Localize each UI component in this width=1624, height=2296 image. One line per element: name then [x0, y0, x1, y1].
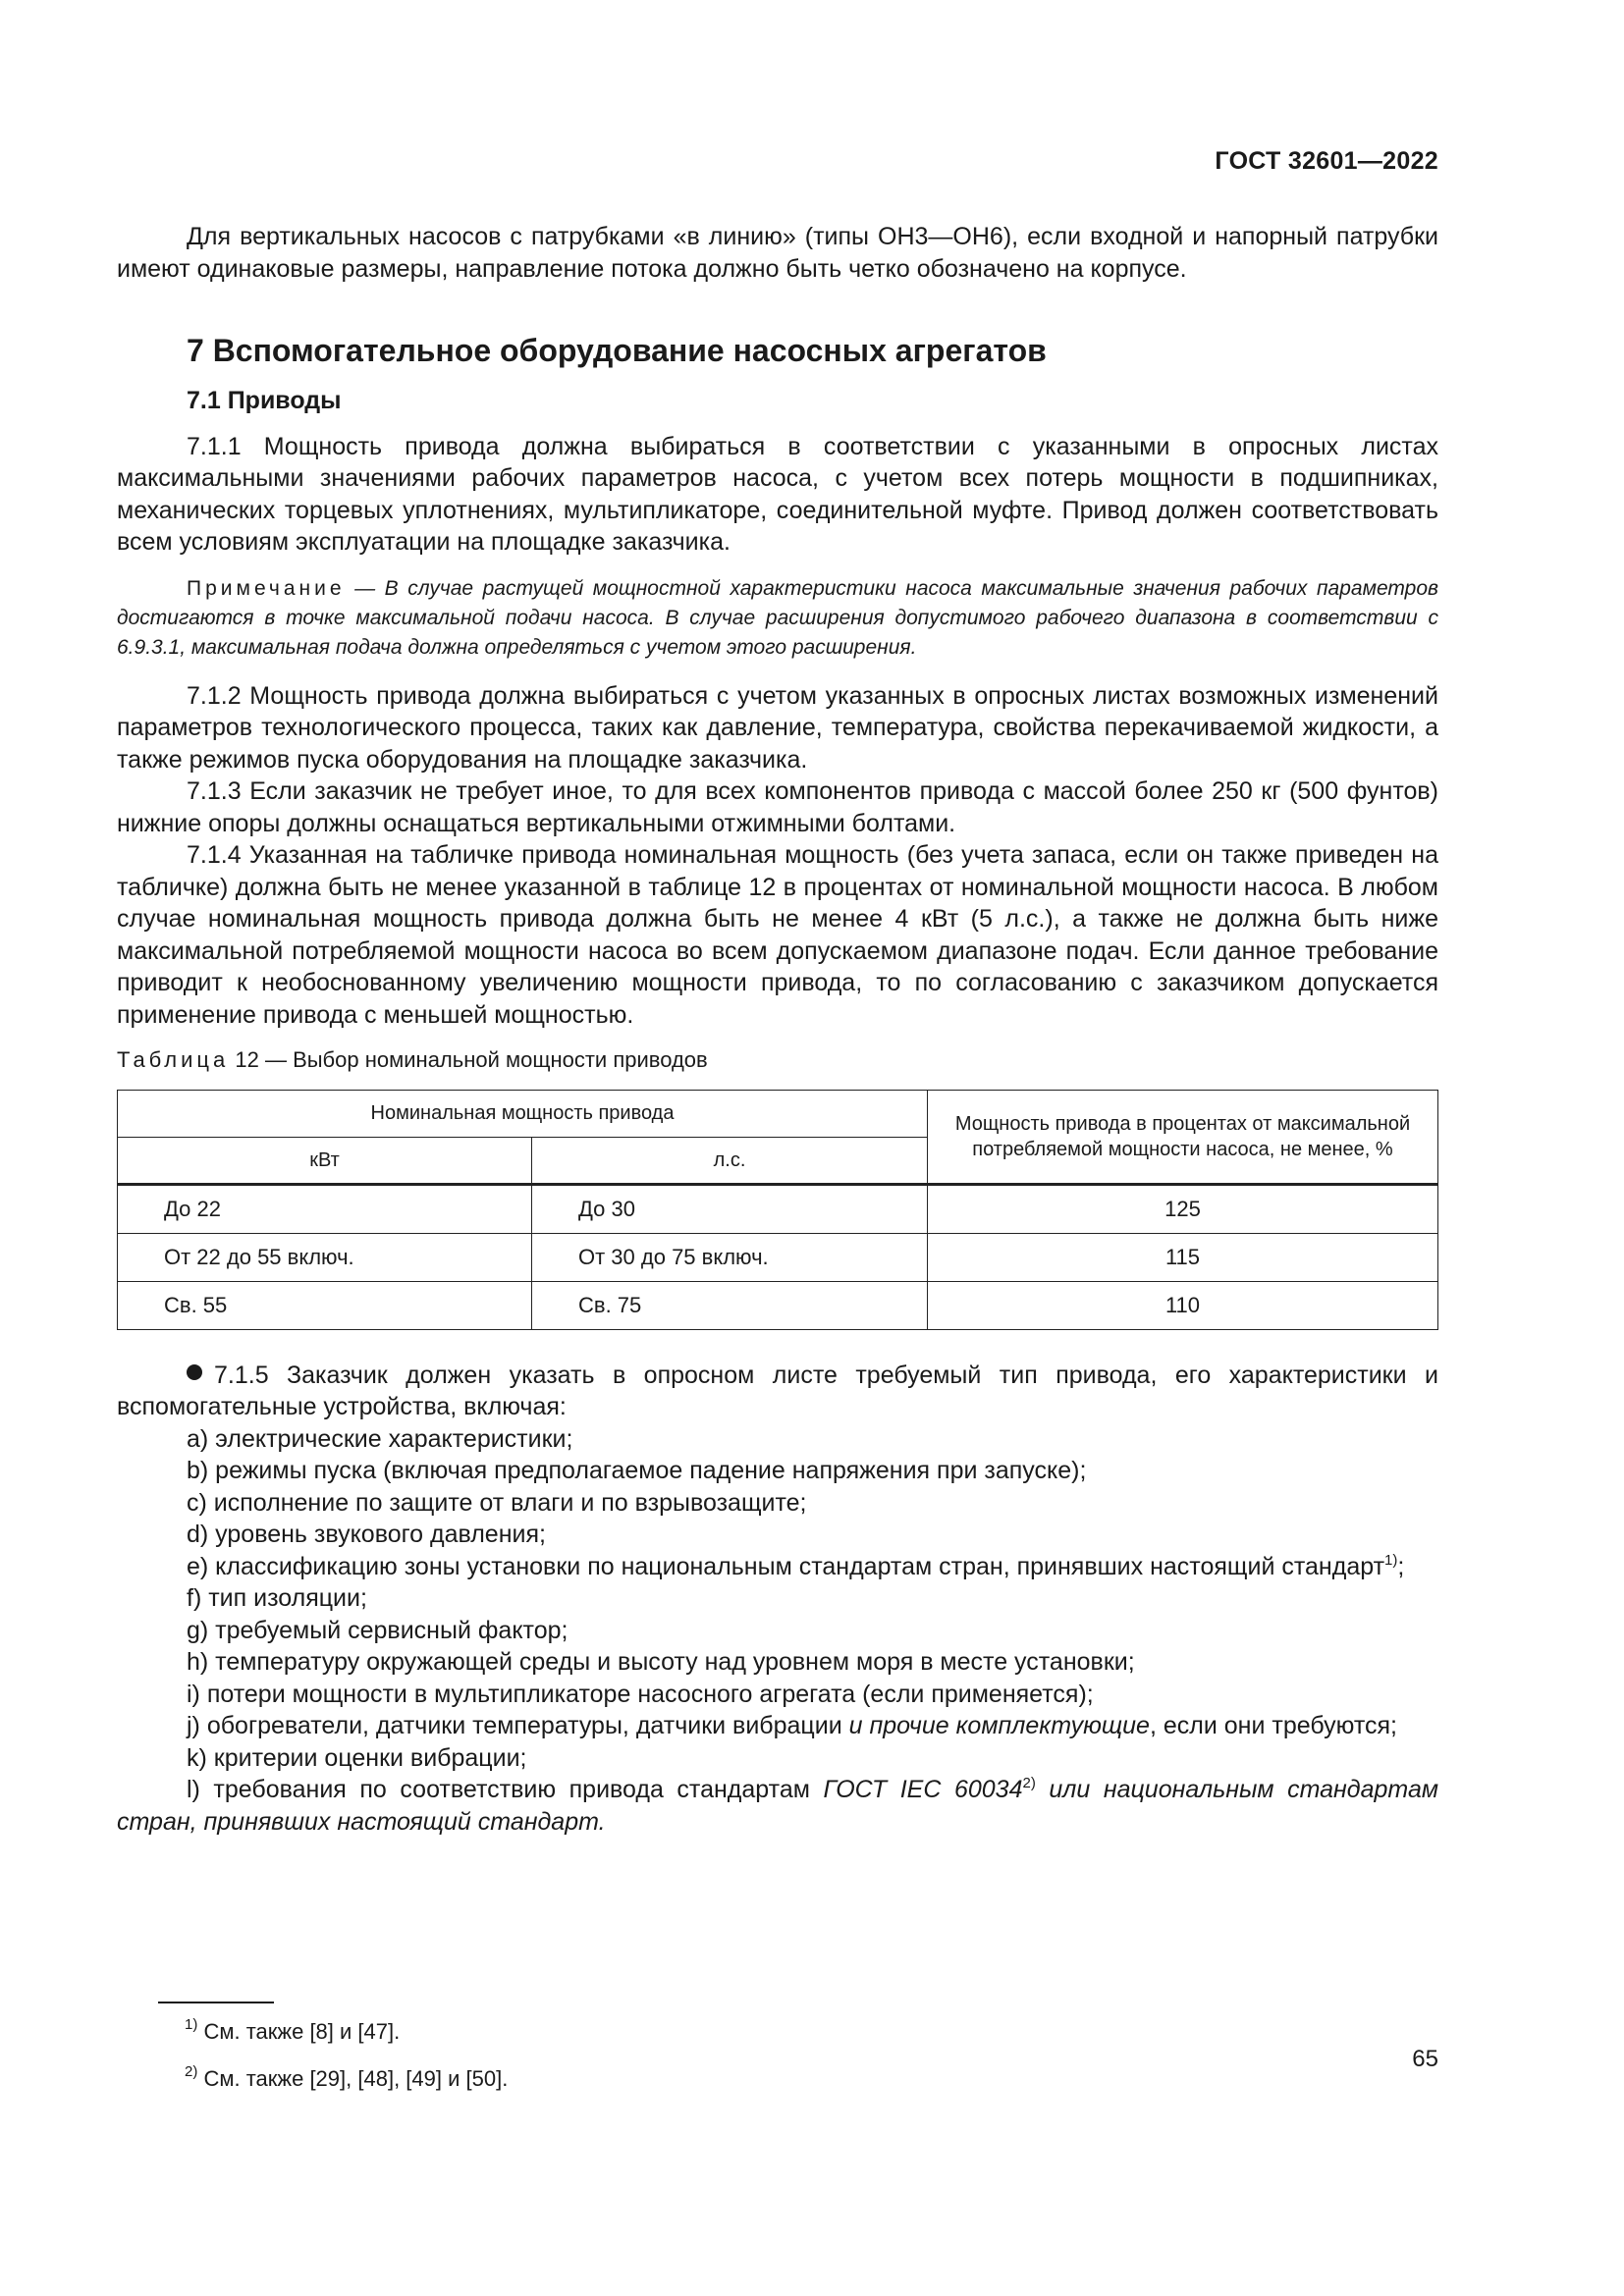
list-item-k: k) критерии оценки вибрации; [187, 1743, 527, 1772]
list-item-l-italic-2: или национальным стандартам стран, принявших настоящий стандарт. [117, 1776, 1438, 1836]
cell-hp: До 30 [532, 1184, 928, 1233]
section-title: 7 Вспомогательное оборудование насосных агрегатов [187, 333, 1047, 368]
table-caption-prefix: Таблица [117, 1047, 230, 1072]
footnote-1-text: См. также [8] и [47]. [197, 2019, 401, 2044]
page-number: 65 [1412, 2046, 1438, 2072]
paragraph-7-1-3: 7.1.3 Если заказчик не требует иное, то для всех компонентов привода с массой более 250 кг (500 фунтов) нижние опоры должны оснащаться вертикальными отжимными болтами. [117, 777, 1438, 837]
paragraph-7-1-5 [117, 1360, 1438, 1423]
cell-kw: Св. 55 [118, 1281, 532, 1329]
list-item-l-start: l) требования по соответствию привода стандартам [187, 1776, 824, 1803]
table-row [118, 1281, 1438, 1329]
intro-paragraph: Для вертикальных насосов с патрубками «в линию» (типы ОН3—ОН6), если входной и напорный патрубки имеют одинаковые размеры, направление потока должно быть четко обозначено на корпусе. [117, 223, 1438, 283]
note [117, 574, 1438, 663]
cell-kw: От 22 до 55 включ. [118, 1233, 532, 1281]
table-row [118, 1233, 1438, 1281]
footnote-ref-1: 1) [1384, 1551, 1398, 1569]
list-item-e [117, 1551, 1438, 1583]
footnote-ref-2: 2) [1022, 1775, 1036, 1791]
paragraph-7-1-1: 7.1.1 Мощность привода должна выбираться в соответствии с указанными в опросных листах максимальными значениями рабочих параметров насоса, с учетом всех потерь мощности в подшипниках, механических торцевых уплотнениях, мультипликаторе, соединительной муфте. Привод должен соответствовать всем условиям эксплуатации на площадке заказчика. [117, 432, 1438, 556]
page-content [117, 221, 1438, 1838]
table-header-hp: л.с. [532, 1137, 928, 1184]
list-item-d: d) уровень звукового давления; [187, 1521, 546, 1548]
list-item-j-end: , если они требуются; [1149, 1712, 1397, 1739]
subsection-title: 7.1 Приводы [187, 387, 342, 414]
table-row [118, 1184, 1438, 1233]
paragraph-7-1-5-text: 7.1.5 Заказчик должен указать в опросном листе требуемый тип привода, его характеристики и вспомогательные устройства, включая: [117, 1361, 1438, 1420]
note-body: — В случае растущей мощностной характеристики насоса максимальные значения рабочих параметров достигаются в точке максимальной подачи насоса. В случае расширения допустимого рабочего диапазона в соответствии с 6.9.3.1, максимальная подача должна определяться с учетом этого расширения. [117, 576, 1438, 659]
table-caption-text: 12 — Выбор номинальной мощности приводов [229, 1047, 708, 1072]
list-item-j-italic: и прочие комплектующие [848, 1712, 1150, 1739]
list-item-l [117, 1774, 1438, 1838]
footnotes [185, 2008, 508, 2103]
list-item-l-italic-1: ГОСТ IEC 60034 [823, 1776, 1023, 1803]
document-standard-id: ГОСТ 32601—2022 [1215, 147, 1438, 175]
list-item-e-end: ; [1397, 1552, 1405, 1580]
list-item-f: f) тип изоляции; [187, 1584, 367, 1612]
paragraph-7-1-2: 7.1.2 Мощность привода должна выбираться с учетом указанных в опросных листах возможных изменений параметров технологического процесса, таких как давление, температура, свойства перекачиваемой жидкости, а также режимов пуска оборудования на площадке заказчика. [117, 681, 1438, 774]
list-item-j [117, 1710, 1438, 1742]
bullet-icon [187, 1364, 202, 1380]
footnote-2-text: См. также [29], [48], [49] и [50]. [197, 2066, 509, 2091]
cell-percent: 125 [928, 1184, 1438, 1233]
footnote-divider [158, 2002, 274, 2003]
cell-hp: Св. 75 [532, 1281, 928, 1329]
list-item-g: g) требуемый сервисный фактор; [187, 1616, 568, 1644]
cell-kw: До 22 [118, 1184, 532, 1233]
footnote-2-mark: 2) [185, 2063, 198, 2080]
list-item-b: b) режимы пуска (включая предполагаемое падение напряжения при запуске); [187, 1457, 1087, 1484]
list-item-a: a) электрические характеристики; [187, 1424, 573, 1453]
cell-percent: 110 [928, 1281, 1438, 1329]
cell-hp: От 30 до 75 включ. [532, 1233, 928, 1281]
footnote-2 [185, 2056, 508, 2103]
table-header-nominal-power: Номинальная мощность привода [118, 1090, 928, 1137]
table-caption [117, 1044, 1438, 1077]
table-header-kw: кВт [118, 1137, 532, 1184]
list-item-i: i) потери мощности в мультипликаторе насосного агрегата (если применяется); [187, 1680, 1094, 1708]
list-item-h: h) температуру окружающей среды и высоту над уровнем моря в месте установки; [187, 1648, 1135, 1676]
footnote-1 [185, 2008, 508, 2056]
list-item-j-start: j) обогреватели, датчики температуры, датчики вибрации [187, 1712, 849, 1739]
list-item-e-text: e) классификацию зоны установки по национальным стандартам стран, принявших настоящий стандарт [187, 1552, 1385, 1580]
table-header-percent: Мощность привода в процентах от максимальной потребляемой мощности насоса, не менее, % [928, 1090, 1438, 1184]
list-item-c: c) исполнение по защите от влаги и по взрывозащите; [187, 1488, 807, 1517]
paragraph-7-1-4: 7.1.4 Указанная на табличке привода номинальная мощность (без учета запаса, если он также приведен на табличке) должна быть не менее указанной в таблице 12 в процентах от номинальной мощности насоса. В любом случае номинальная мощность привода должна быть не менее 4 кВт (5 л.с.), а также не должна быть ниже максимальной потребляемой мощности насоса во всем допускаемом диапазоне подач. Если данное требование приводит к необоснованному увеличению мощности привода, то по согласованию с заказчиком допускается применение привода с меньшей мощностью. [117, 841, 1438, 1029]
footnote-1-mark: 1) [185, 2016, 198, 2033]
power-selection-table [117, 1090, 1438, 1330]
note-prefix: Примечание [187, 576, 346, 600]
cell-percent: 115 [928, 1233, 1438, 1281]
